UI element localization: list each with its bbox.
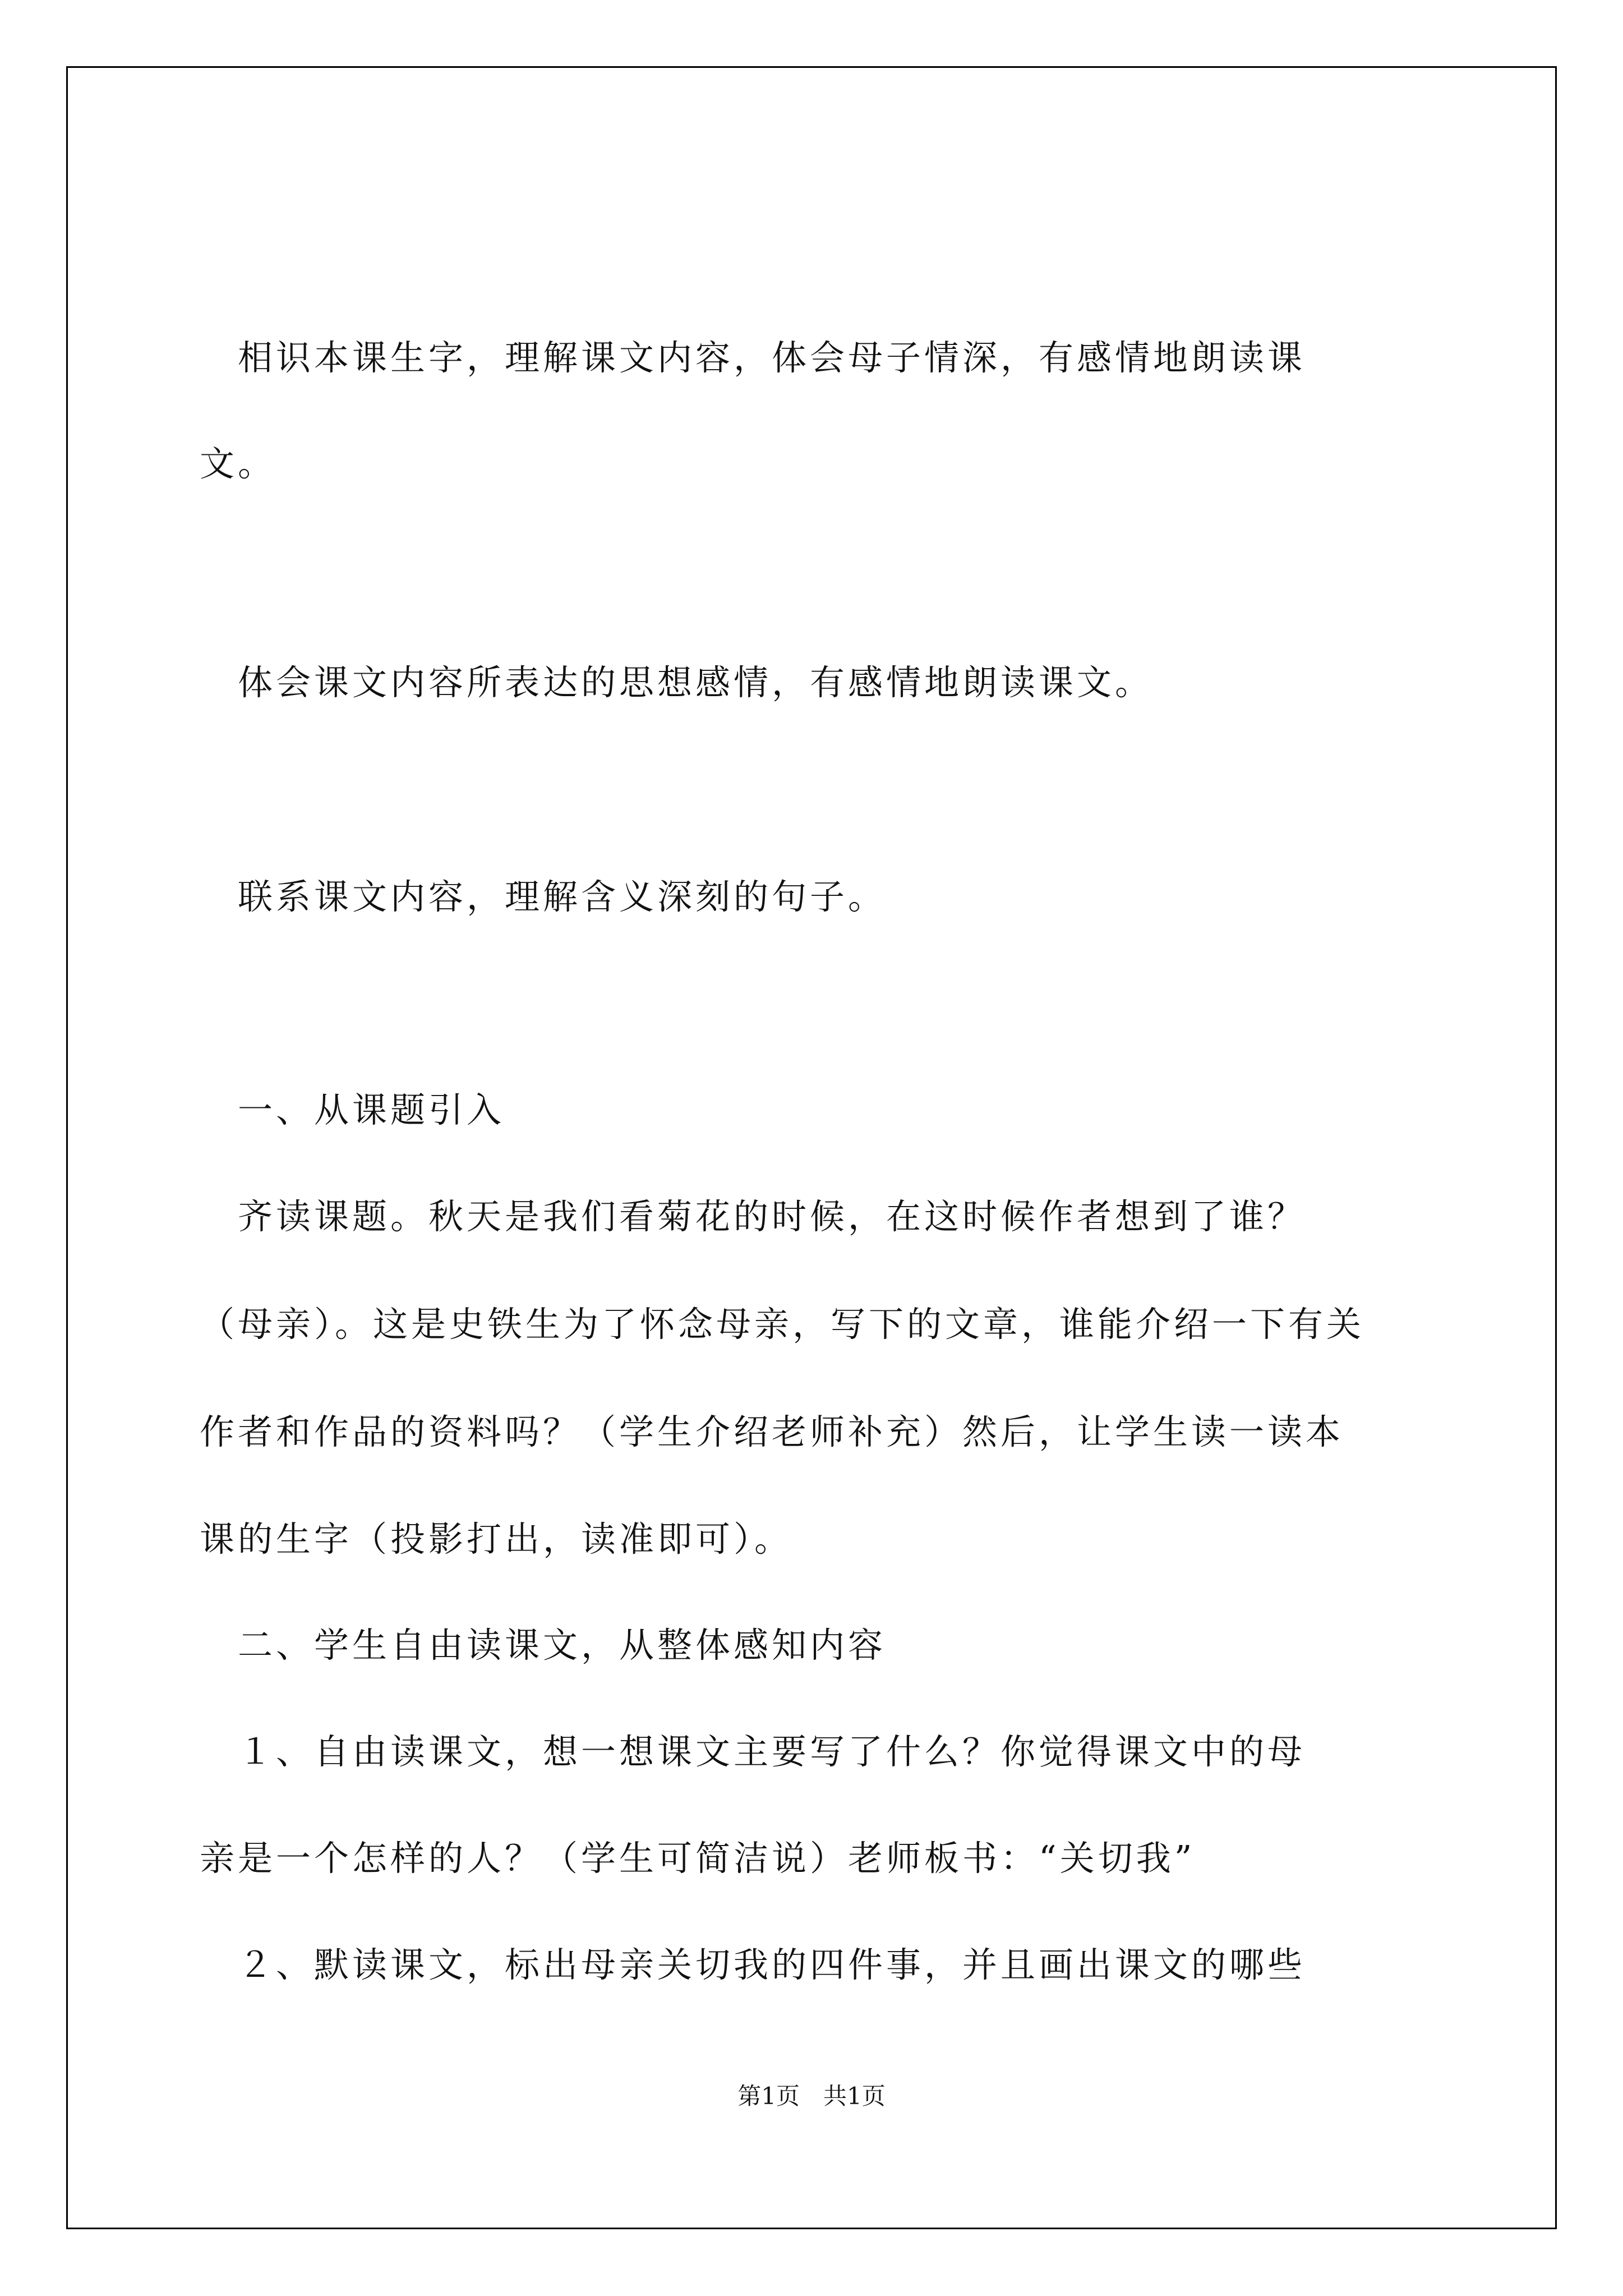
paragraph-line: 作者和作品的资料吗？（学生介绍老师补充）然后，让学生读一读本 — [200, 1411, 1344, 1452]
page-footer: 第1页 共1页 — [737, 2082, 886, 2110]
paragraph-line: （母亲）。这是史铁生为了怀念母亲，写下的文章，谁能介绍一下有关 — [200, 1304, 1365, 1345]
section-heading: 一、从课题引入 — [200, 1089, 505, 1130]
paragraph-line: 课的生字（投影打出，读准即可）。 — [200, 1519, 793, 1559]
paragraph-line: 体会课文内容所表达的思想感情，有感情地朗读课文。 — [200, 662, 1154, 703]
paragraph-line: 联系课文内容，理解含义深刻的句子。 — [200, 876, 887, 917]
paragraph-line: １、自由读课文，想一想课文主要写了什么？你觉得课文中的母 — [200, 1731, 1306, 1772]
section-heading: 二、学生自由读课文，从整体感知内容 — [200, 1625, 887, 1665]
paragraph-line: 齐读课题。秋天是我们看菊花的时候，在这时候作者想到了谁？ — [200, 1196, 1306, 1237]
paragraph-line: ２、默读课文，标出母亲关切我的四件事，并且画出课文的哪些 — [200, 1944, 1306, 1985]
paragraph-line: 相识本课生字，理解课文内容，体会母子情深，有感情地朗读课 — [200, 337, 1306, 378]
paragraph-line: 文。 — [200, 443, 276, 484]
paragraph-line: 亲是一个怎样的人？（学生可简洁说）老师板书：“关切我” — [200, 1838, 1196, 1879]
page-border — [66, 66, 1557, 2229]
